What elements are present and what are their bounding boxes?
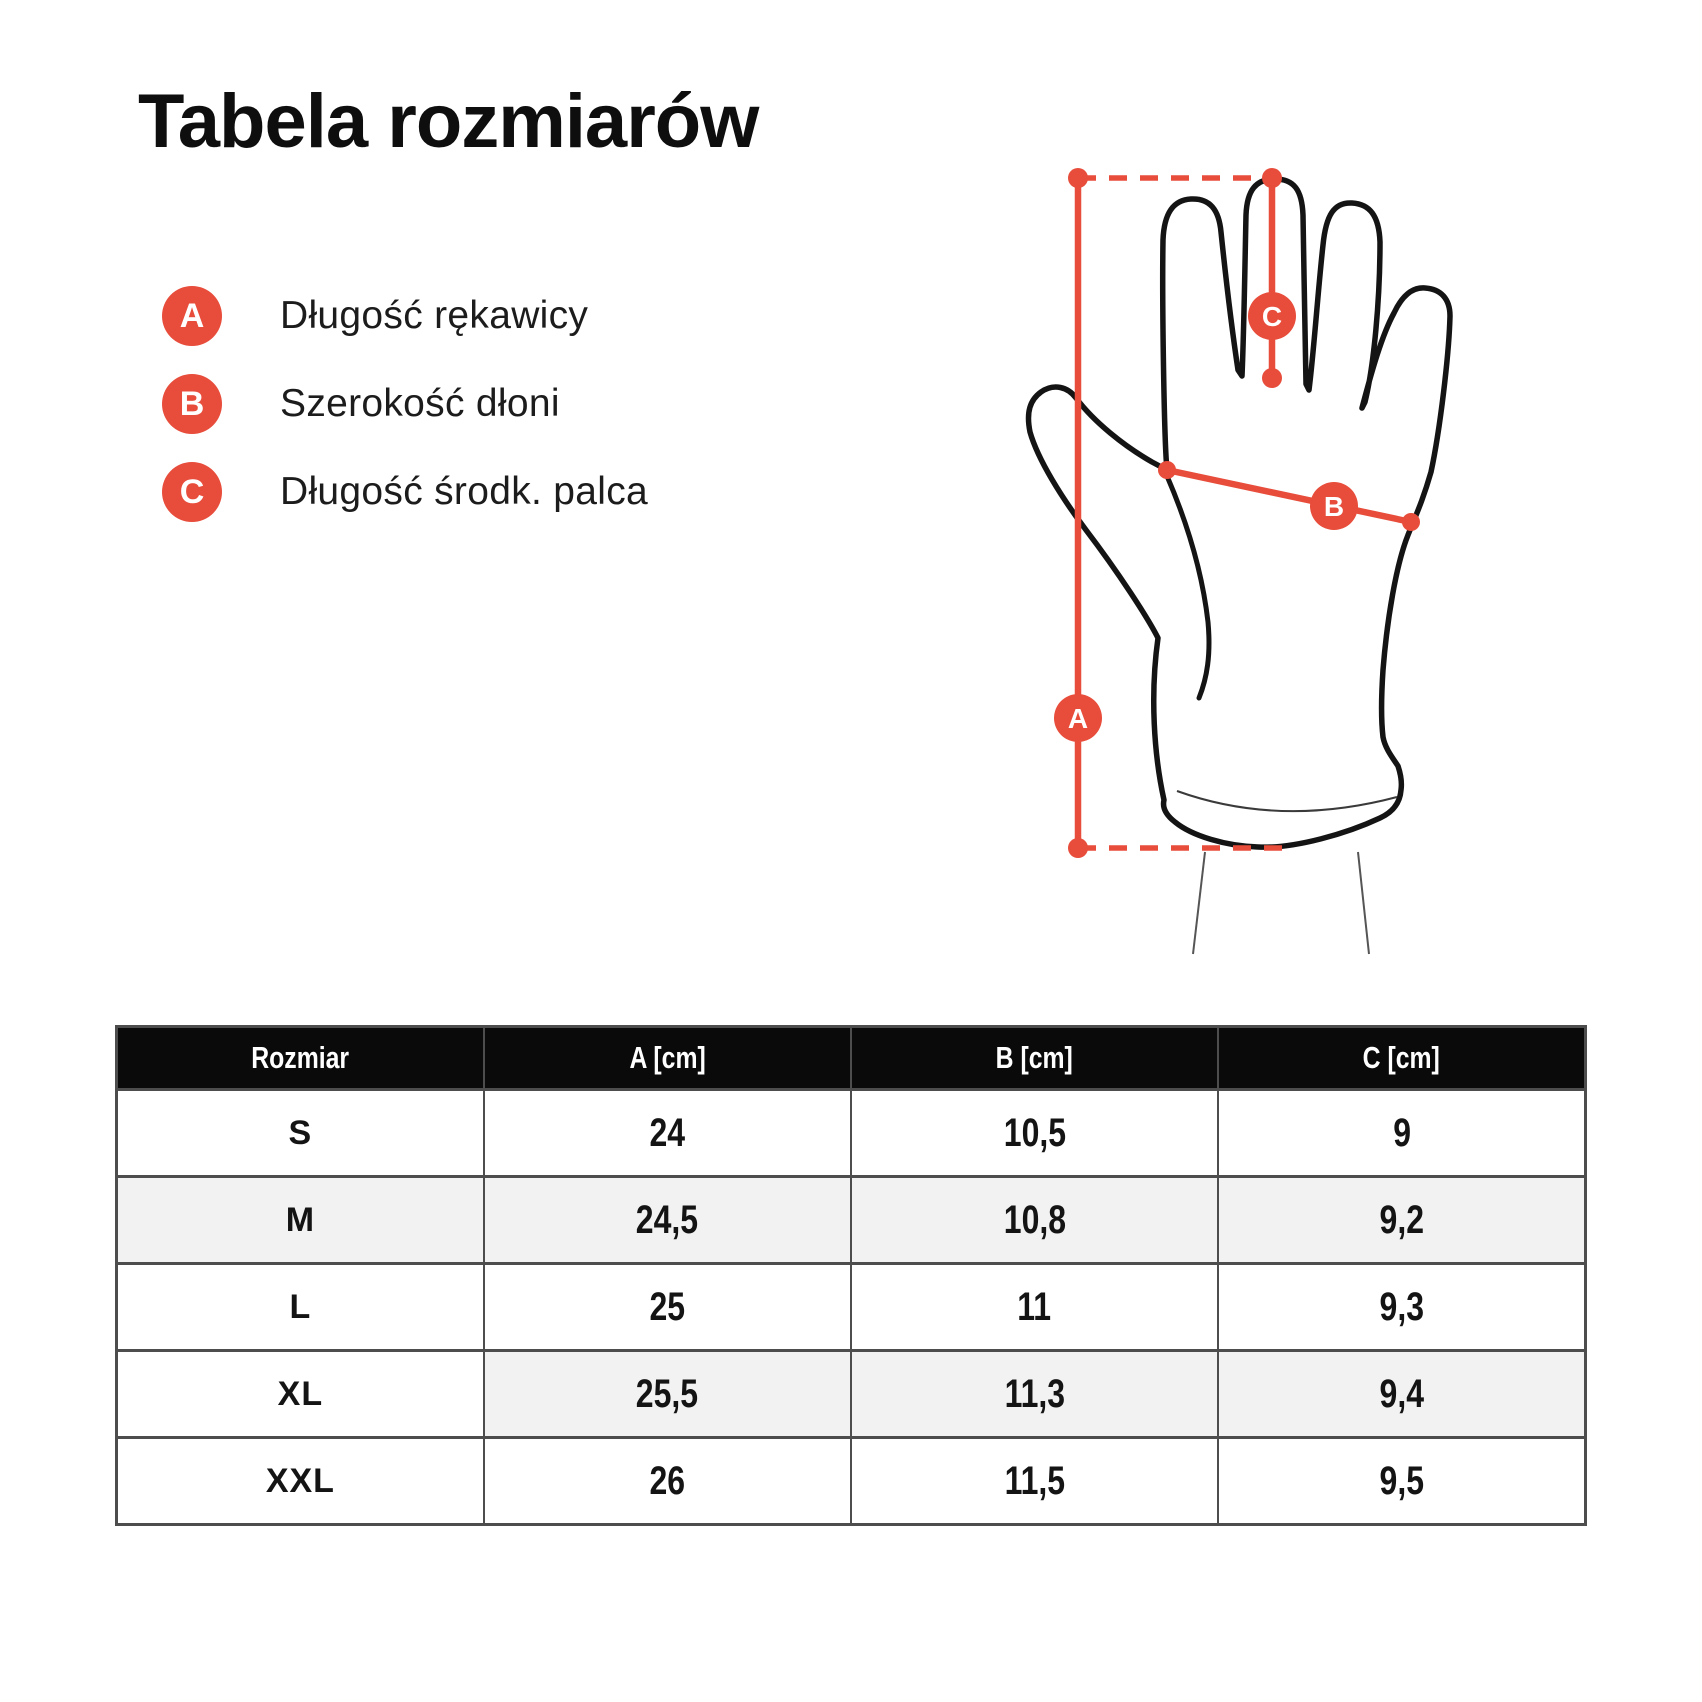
figure-marker-b-badge xyxy=(1310,482,1358,530)
cell-b: 11,3 xyxy=(851,1351,1218,1438)
legend-label-a: Długość rękawicy xyxy=(280,294,589,337)
svg-text:C: C xyxy=(1261,301,1283,332)
cell-b: 11 xyxy=(851,1264,1218,1351)
size-table xyxy=(115,1025,1587,1526)
table-row-xxl xyxy=(117,1438,1586,1525)
cell-b: 11,5 xyxy=(851,1438,1218,1525)
svg-text:A: A xyxy=(1067,703,1089,734)
measure-c-bottom-dot xyxy=(1262,368,1282,388)
cell-b: 10,8 xyxy=(851,1177,1218,1264)
marker-b-badge: B xyxy=(162,374,222,434)
legend-item-b xyxy=(162,374,648,434)
measure-b-start-dot xyxy=(1158,461,1176,479)
table-row-m xyxy=(117,1177,1586,1264)
glove-outline-illustration xyxy=(1028,179,1450,847)
measure-a-bottom-dot xyxy=(1068,838,1088,858)
cell-c: 9,4 xyxy=(1218,1351,1585,1438)
cell-a: 24 xyxy=(484,1090,851,1177)
cell-c: 9,5 xyxy=(1218,1438,1585,1525)
measure-b-end-dot xyxy=(1402,513,1420,531)
cell-c: 9,3 xyxy=(1218,1264,1585,1351)
cell-b: 10,5 xyxy=(851,1090,1218,1177)
forearm-left-line xyxy=(1193,852,1205,954)
cell-c: 9,2 xyxy=(1218,1177,1585,1264)
measure-c-top-dot xyxy=(1262,168,1282,188)
measure-a-top-dot xyxy=(1068,168,1088,188)
svg-text:B: B xyxy=(1323,491,1345,522)
cell-size: XL xyxy=(117,1351,484,1438)
legend-item-c xyxy=(162,462,648,522)
glove-measurement-diagram xyxy=(920,140,1480,970)
cell-a: 24,5 xyxy=(484,1177,851,1264)
cell-size: S xyxy=(117,1090,484,1177)
header-a-cm: A [cm] xyxy=(484,1027,851,1090)
figure-marker-c-badge xyxy=(1248,292,1296,340)
figure-marker-a-badge xyxy=(1054,694,1102,742)
cell-size: XXL xyxy=(117,1438,484,1525)
legend-item-a xyxy=(162,286,648,346)
table-row-l xyxy=(117,1264,1586,1351)
cell-a: 25,5 xyxy=(484,1351,851,1438)
cell-size: M xyxy=(117,1177,484,1264)
legend-label-b: Szerokość dłoni xyxy=(280,382,560,425)
page-title: Tabela rozmiarów xyxy=(138,79,759,164)
forearm-right-line xyxy=(1358,852,1369,954)
header-c-cm: C [cm] xyxy=(1218,1027,1585,1090)
legend-label-c: Długość środk. palca xyxy=(280,470,649,513)
marker-c-badge: C xyxy=(162,462,222,522)
table-row-s xyxy=(117,1090,1586,1177)
cell-size: L xyxy=(117,1264,484,1351)
table-row-xl xyxy=(117,1351,1586,1438)
table-header-row xyxy=(117,1027,1586,1090)
marker-a-badge: A xyxy=(162,286,222,346)
cell-a: 25 xyxy=(484,1264,851,1351)
cell-c: 9 xyxy=(1218,1090,1585,1177)
header-rozmiar: Rozmiar xyxy=(117,1027,484,1090)
header-b-cm: B [cm] xyxy=(851,1027,1218,1090)
measurement-legend xyxy=(162,286,648,550)
cell-a: 26 xyxy=(484,1438,851,1525)
